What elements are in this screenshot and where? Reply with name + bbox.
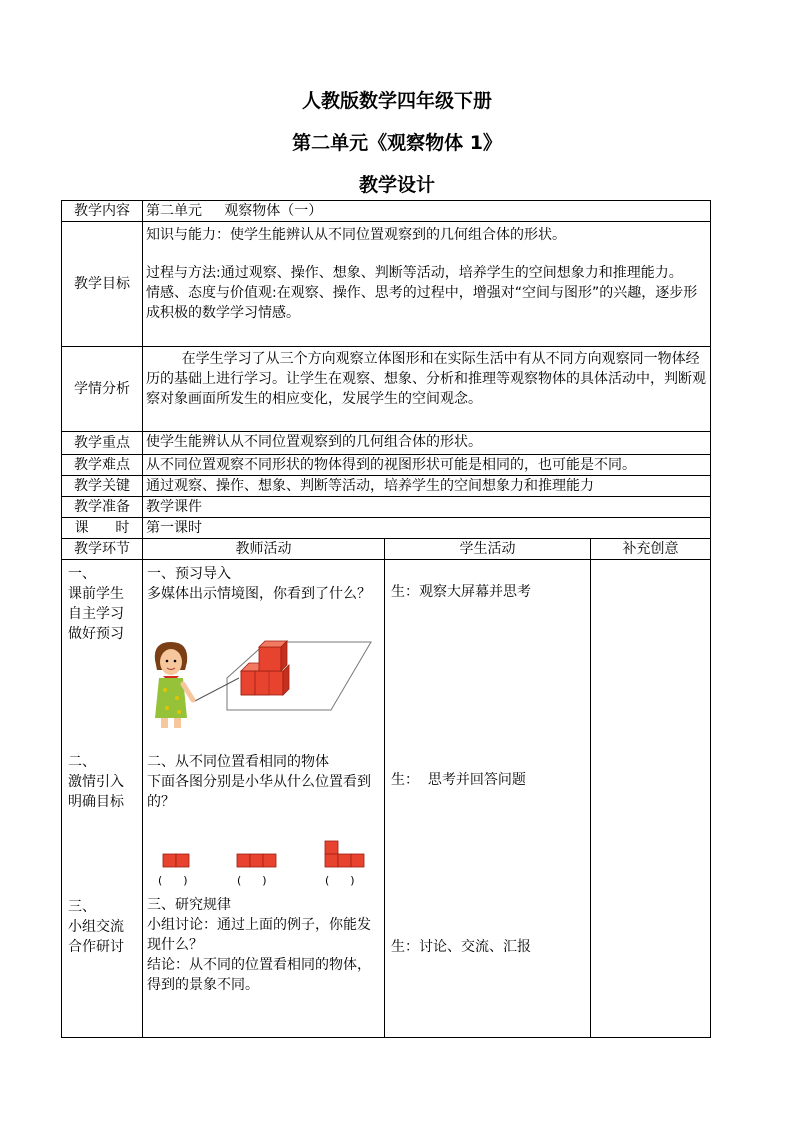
teacher-part-3 <box>147 895 381 995</box>
stage-column <box>62 560 143 1038</box>
label-analysis: 学情分析 <box>62 347 143 432</box>
view-c <box>325 841 364 867</box>
position-text: 下面各图分别是小华从什么位置看到的？ <box>147 774 371 810</box>
label-key: 教学重点 <box>62 432 143 455</box>
doc-title: 人教版数学四年级下册 <box>301 90 492 112</box>
doc-heading: 教学设计 <box>358 174 435 196</box>
extra-column <box>591 560 711 1038</box>
label-prep: 教学准备 <box>62 497 143 518</box>
answer-blank-a: ( ) <box>158 874 188 887</box>
label-crux: 教学关键 <box>62 476 143 497</box>
row-goals <box>62 222 711 347</box>
goal-knowledge: 知识与能力：使学生能辨认从不同位置观察到的几何组合体的形状。 <box>146 227 566 243</box>
row-crux <box>62 476 711 497</box>
student-column <box>385 560 591 1038</box>
value-key: 使学生能辨认从不同位置观察到的几何组合体的形状。 <box>143 432 711 455</box>
activity-body-row <box>62 560 711 1038</box>
activity-header-row <box>62 539 711 560</box>
row-analysis <box>62 347 711 432</box>
goal-process: 过程与方法:通过观察、操作、想象、判断等活动，培养学生的空间想象力和推理能力。 <box>146 265 683 281</box>
rule-conclusion: 结论：从不同的位置看相同的物体，得到的景象不同。 <box>147 957 371 993</box>
header-extra: 补充创意 <box>591 539 711 560</box>
answer-blank-b: ( ) <box>237 874 267 887</box>
student-activity-3: 生：讨论、交流、汇报 <box>391 939 531 955</box>
doc-subtitle: 第二单元《观察物体 1》 <box>292 132 502 154</box>
view-figures <box>157 840 369 888</box>
rule-title: 三、研究规律 <box>147 897 231 913</box>
value-period: 第一课时 <box>143 518 711 539</box>
cube-stack <box>241 641 289 695</box>
label-content: 教学内容 <box>62 201 143 222</box>
row-period <box>62 518 711 539</box>
position-title: 二、从不同位置看相同的物体 <box>147 754 329 770</box>
value-content: 第二单元 观察物体（一） <box>143 201 711 222</box>
student-activity-1: 生：观察大屏幕并思考 <box>391 584 531 600</box>
stage-3: 三、 小组交流 合作研讨 <box>68 899 124 955</box>
lesson-plan-table <box>61 200 711 1038</box>
value-crux: 通过观察、操作、想象、判断等活动，培养学生的空间想象力和推理能力 <box>143 476 711 497</box>
girl-figure <box>155 642 193 728</box>
header-teacher: 教师活动 <box>143 539 385 560</box>
row-difficulty <box>62 455 711 476</box>
sight-line <box>193 678 239 702</box>
label-period: 课 时 <box>62 518 143 539</box>
stage-1: 一、 课前学生 自主学习 做好预习 <box>68 566 124 642</box>
goal-emotion: 情感、态度与价值观:在观察、操作、思考的过程中，增强对“空间与图形”的兴趣，逐步形成积极的数学学习情感。 <box>146 285 698 321</box>
teacher-part-2 <box>147 752 381 812</box>
value-analysis: 在学生学习了从三个方向观察立体图形和在实际生活中有从不同方向观察同一物体经历的基础上进行学习。让学生在观察、想象、分析和推理等观察物体的具体活动中，判断观察对象画面所发生的相应变化，发展学生的空间观念。 <box>143 347 711 432</box>
view-b <box>237 854 276 867</box>
preview-title: 一、预习导入 <box>147 566 231 582</box>
value-difficulty: 从不同位置观察不同形状的物体得到的视图形状可能是相同的，也可能是不同。 <box>143 455 711 476</box>
row-key <box>62 432 711 455</box>
teacher-column <box>143 560 385 1038</box>
preview-text: 多媒体出示情境图，你看到了什么？ <box>147 586 371 602</box>
row-content <box>62 201 711 222</box>
value-goals <box>143 222 711 347</box>
student-activity-2: 生： 思考并回答问题 <box>391 772 526 788</box>
value-prep: 教学课件 <box>143 497 711 518</box>
row-prep <box>62 497 711 518</box>
rule-text: 小组讨论：通过上面的例子，你能发现什么？ <box>147 917 371 953</box>
label-difficulty: 教学难点 <box>62 455 143 476</box>
stage-2: 二、 激情引入 明确目标 <box>68 754 124 810</box>
view-a <box>163 854 189 867</box>
header-student: 学生活动 <box>385 539 591 560</box>
label-goals: 教学目标 <box>62 222 143 347</box>
answer-blank-c: ( ) <box>325 874 355 887</box>
scene-illustration <box>149 640 381 732</box>
teacher-part-1 <box>147 564 381 604</box>
header-stage: 教学环节 <box>62 539 143 560</box>
